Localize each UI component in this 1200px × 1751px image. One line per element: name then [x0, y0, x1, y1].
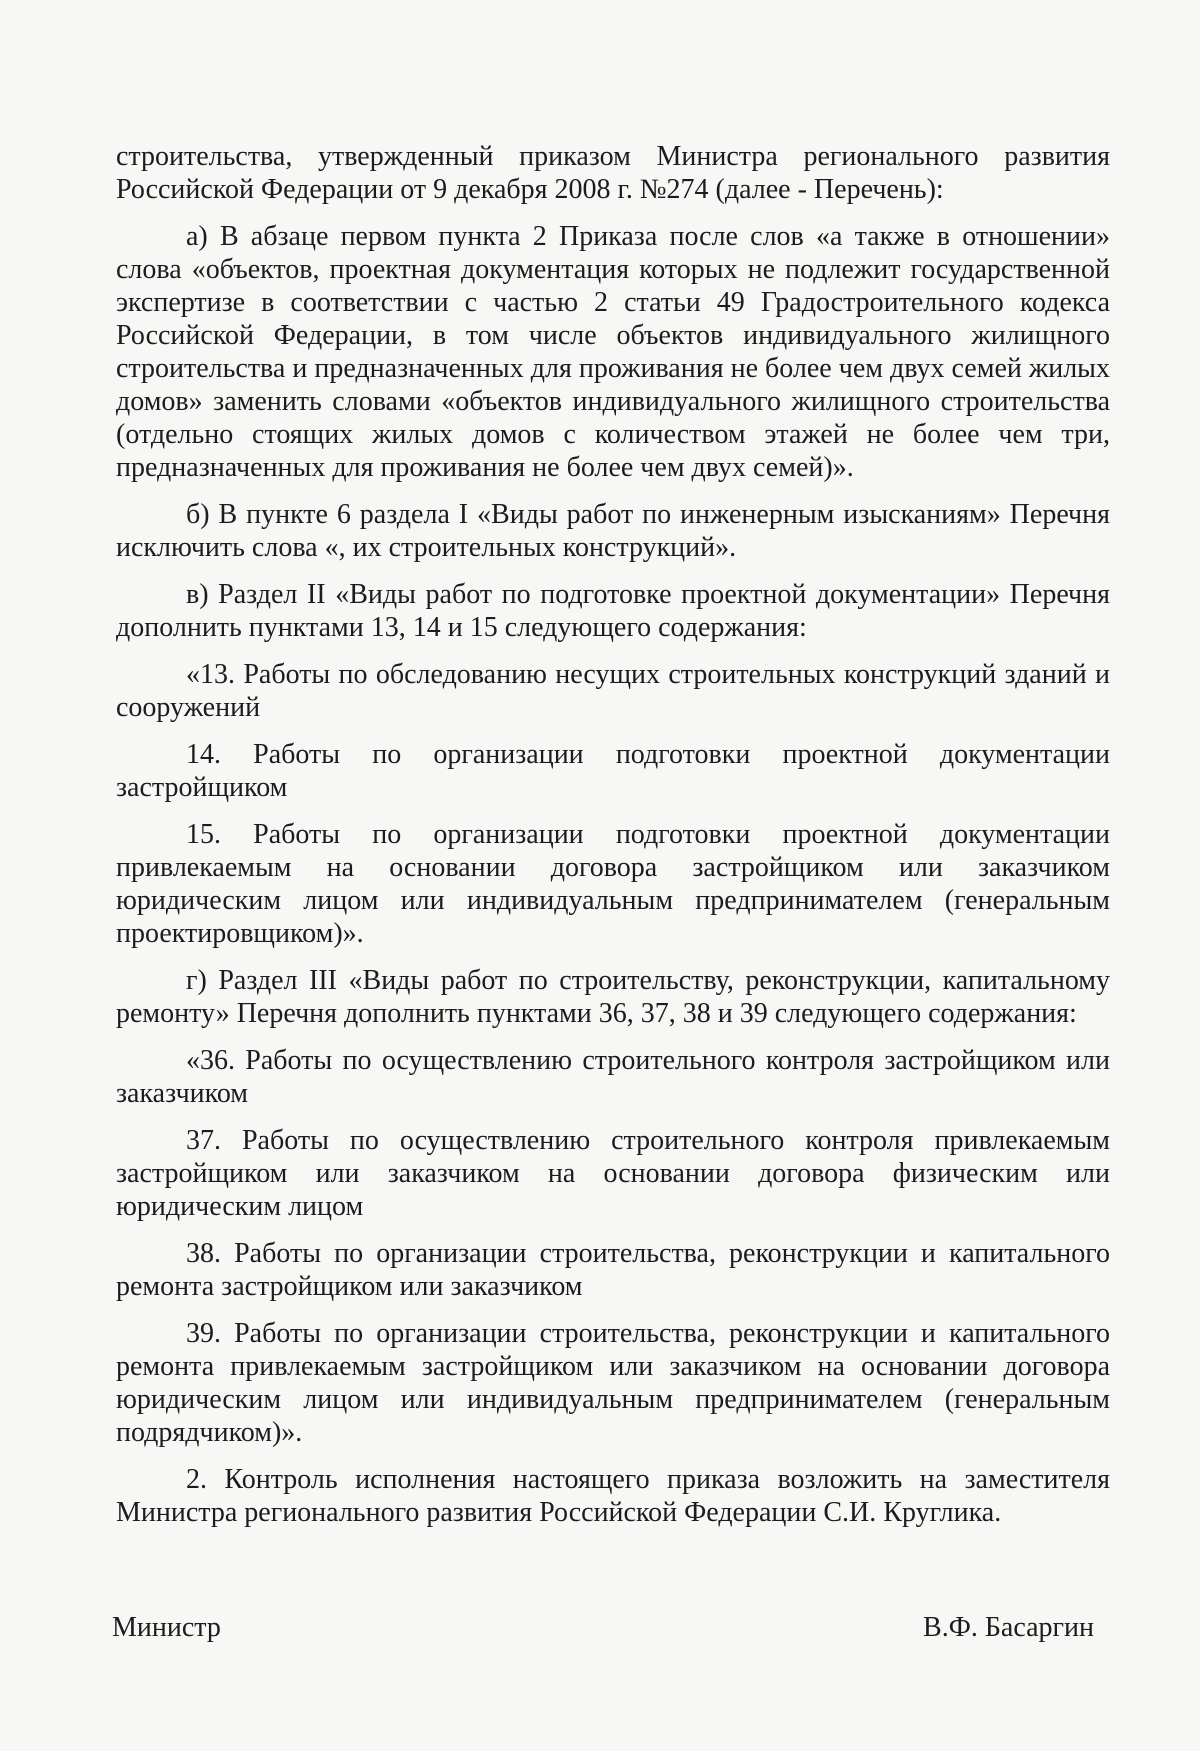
paragraph-control-clause: 2. Контроль исполнения настоящего приказа возложить на заместителя Министра регионального развития Российской Федерации С.И. Круглика.	[116, 1464, 1110, 1528]
paragraph-point-15: 15. Работы по организации подготовки проектной документации привлекаемым на основании договора застройщиком или заказчиком юридическим лицом или индивидуальным предпринимателем (генеральным проектировщиком)».	[116, 819, 1110, 949]
signature-name: В.Ф. Басаргин	[923, 1612, 1094, 1643]
paragraph-point-13: «13. Работы по обследованию несущих строительных конструкций зданий и сооружений	[116, 659, 1110, 723]
signature-position: Министр	[112, 1612, 221, 1643]
document-body	[116, 140, 1110, 1529]
paragraph-point-37: 37. Работы по осуществлению строительного контроля привлекаемым застройщиком или заказчиком на основании договора физическим или юридическим лицом	[116, 1125, 1110, 1222]
paragraph-point-14: 14. Работы по организации подготовки проектной документации застройщиком	[116, 739, 1110, 803]
paragraph-point-38: 38. Работы по организации строительства, реконструкции и капитального ремонта застройщиком или заказчиком	[116, 1238, 1110, 1302]
paragraph-item-b: б) В пункте 6 раздела I «Виды работ по инженерным изысканиям» Перечня исключить слова «, их строительных конструкций».	[116, 499, 1110, 563]
paragraph-point-39: 39. Работы по организации строительства, реконструкции и капитального ремонта привлекаемым застройщиком или заказчиком на основании договора юридическим лицом или индивидуальным предпринимателем (генеральным подрядчиком)».	[116, 1318, 1110, 1448]
paragraph-item-g: г) Раздел III «Виды работ по строительству, реконструкции, капитальному ремонту» Перечня дополнить пунктами 36, 37, 38 и 39 следующего содержания:	[116, 965, 1110, 1029]
paragraph-item-v: в) Раздел II «Виды работ по подготовке проектной документации» Перечня дополнить пунктами 13, 14 и 15 следующего содержания:	[116, 579, 1110, 643]
paragraph-intro-continuation: строительства, утвержденный приказом Министра регионального развития Российской Федерации от 9 декабря 2008 г. №274 (далее - Перечень):	[116, 141, 1110, 205]
paragraph-point-36: «36. Работы по осуществлению строительного контроля застройщиком или заказчиком	[116, 1045, 1110, 1109]
signature-block	[112, 1611, 1094, 1645]
paragraph-item-a: а) В абзаце первом пункта 2 Приказа после слов «а также в отношении» слова «объектов, проектная документация которых не подлежит государственной экспертизе в соответствии с частью 2 статьи 49 Градостроительного кодекса Российской Федерации, в том числе объектов индивидуального жилищного строительства и предназначенных для проживания не более чем двух семей жилых домов» заменить словами «объектов индивидуального жилищного строительства (отдельно стоящих жилых домов с количеством этажей не более чем три, предназначенных для проживания не более чем двух семей)».	[116, 221, 1110, 483]
